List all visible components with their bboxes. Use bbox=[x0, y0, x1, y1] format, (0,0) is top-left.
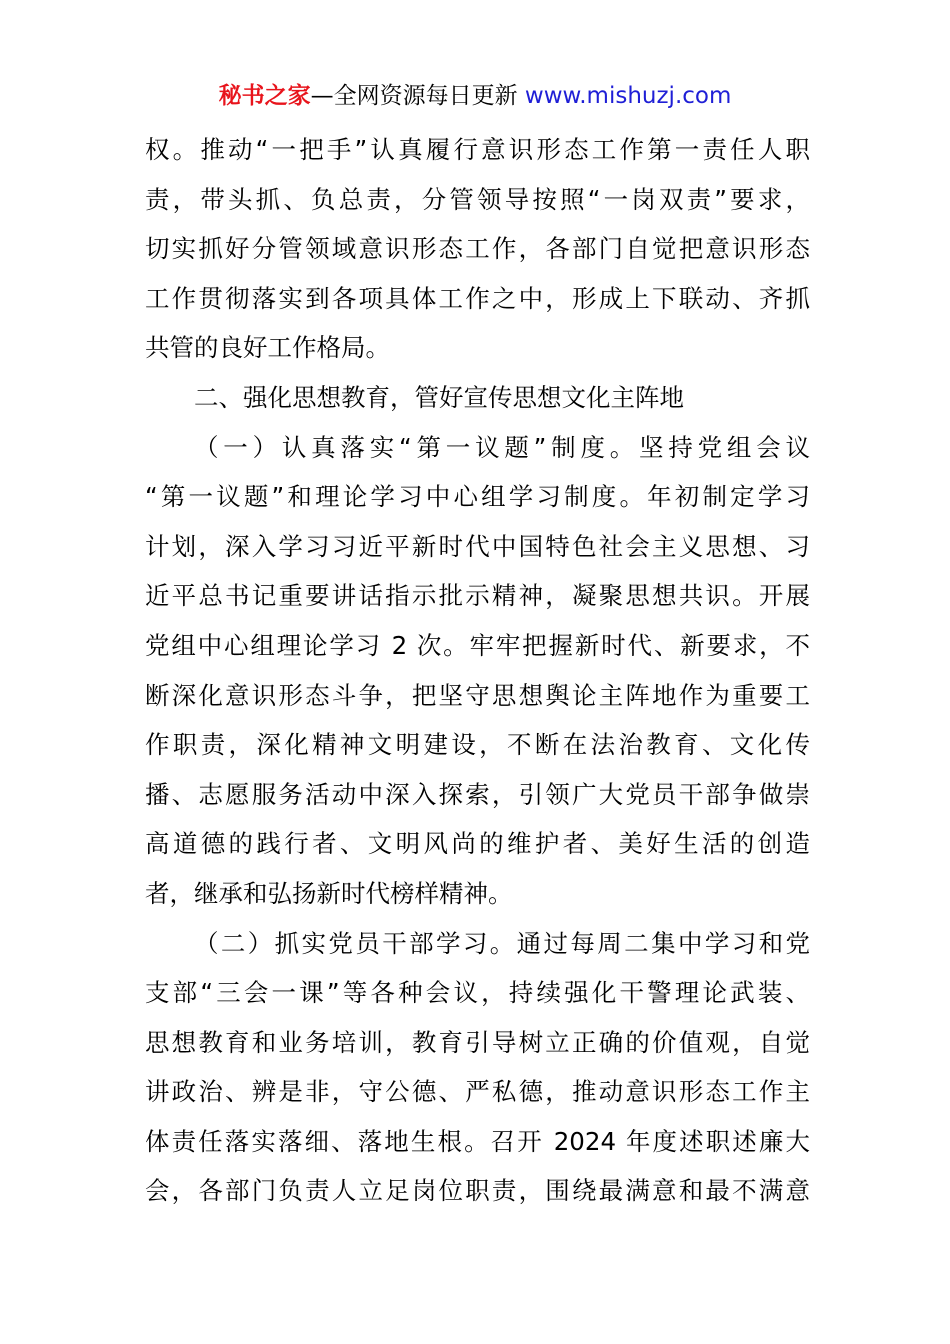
paragraph-line: 作职责，深化精神文明建设，不断在法治教育、文化传 bbox=[145, 730, 810, 760]
paragraph-line: 工作贯彻落实到各项具体工作之中，形成上下联动、齐抓 bbox=[145, 283, 810, 313]
paragraph-line: “第一议题”和理论学习中心组学习制度。年初制定学习 bbox=[145, 482, 810, 512]
paragraph-line: 二、强化思想教育，管好宣传思想文化主阵地 bbox=[194, 382, 684, 412]
paragraph-line: 党组中心组理论学习 2 次。牢牢把握新时代、新要求，不 bbox=[145, 630, 810, 660]
paragraph-line: （一）认真落实“第一议题”制度。坚持党组会议 bbox=[194, 432, 810, 462]
paragraph-line: 会，各部门负责人立足岗位职责，围绕最满意和最不满意 bbox=[145, 1176, 810, 1206]
site-header bbox=[0, 80, 950, 112]
paragraph-line: 切实抓好分管领域意识形态工作，各部门自觉把意识形态 bbox=[145, 234, 810, 264]
paragraph-line: 讲政治、辨是非，守公德、严私德，推动意识形态工作主 bbox=[145, 1077, 810, 1107]
paragraph-line: 者，继承和弘扬新时代榜样精神。 bbox=[145, 878, 513, 908]
paragraph-line: 体责任落实落细、落地生根。召开 2024 年度述职述廉大 bbox=[145, 1126, 810, 1156]
site-brand: 秘书之家 bbox=[218, 83, 311, 109]
site-tagline: —全网资源每日更新 bbox=[310, 83, 518, 109]
paragraph-line: 责，带头抓、负总责，分管领导按照“一岗双责”要求， bbox=[145, 184, 810, 214]
paragraph-line: 高道德的践行者、文明风尚的维护者、美好生活的创造 bbox=[145, 829, 810, 859]
paragraph-line: 断深化意识形态斗争，把坚守思想舆论主阵地作为重要工 bbox=[145, 680, 810, 710]
document-body bbox=[145, 125, 810, 1216]
paragraph-line: 近平总书记重要讲话指示批示精神，凝聚思想共识。开展 bbox=[145, 581, 810, 611]
paragraph-line: 播、志愿服务活动中深入探索，引领广大党员干部争做崇 bbox=[145, 779, 810, 809]
paragraph-line: 计划，深入学习习近平新时代中国特色社会主义思想、习 bbox=[145, 531, 810, 561]
paragraph-line: 支部“三会一课”等各种会议，持续强化干警理论武装、 bbox=[145, 978, 810, 1008]
paragraph-line: 权。推动“一把手”认真履行意识形态工作第一责任人职 bbox=[145, 135, 810, 164]
site-url-link[interactable]: www.mishuzj.com bbox=[524, 83, 732, 109]
paragraph-line: （二）抓实党员干部学习。通过每周二集中学习和党 bbox=[194, 928, 810, 958]
paragraph-line: 思想教育和业务培训，教育引导树立正确的价值观，自觉 bbox=[145, 1027, 810, 1057]
paragraph-line: 共管的良好工作格局。 bbox=[145, 333, 390, 363]
